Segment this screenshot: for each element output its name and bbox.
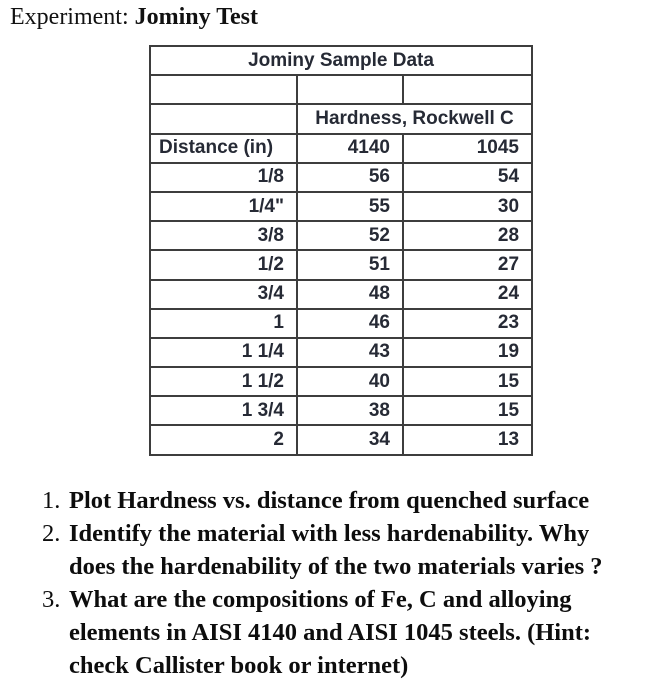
distance-cell: 1/2 [150,250,297,279]
distance-cell: 3/8 [150,221,297,250]
table-spacer-row [150,75,532,104]
hardness-4140-cell: 51 [297,250,403,279]
distance-column-header: Distance (in) [150,134,297,163]
experiment-label: Experiment: [10,4,135,30]
distance-cell: 1 1/2 [150,367,297,396]
distance-cell: 2 [150,425,297,454]
question-text [69,584,664,683]
table-title: Jominy Sample Data [150,46,532,75]
question-number: 1. [42,487,61,514]
question-line: elements in AISI 4140 and AISI 1045 steels. (Hint: [69,618,592,646]
table-row [150,425,532,454]
hardness-1045-cell: 54 [403,163,532,192]
hardness-4140-cell: 48 [297,280,403,309]
hardness-1045-cell: 15 [403,396,532,425]
hardness-4140-cell: 55 [297,192,403,221]
table-group-header-row [150,104,532,133]
distance-cell: 1 1/4 [150,338,297,367]
table-row [150,221,532,250]
hardness-1045-cell: 24 [403,280,532,309]
table-row [150,396,532,425]
steel-1045-column-header: 1045 [403,134,532,163]
hardness-1045-cell: 28 [403,221,532,250]
question-number: 2. [42,519,61,547]
table-column-header-row [150,134,532,163]
question-line: check Callister book or internet) [69,651,409,679]
page-title [10,4,258,31]
distance-cell: 3/4 [150,280,297,309]
distance-cell: 1/4" [150,192,297,221]
empty-cell [150,104,297,133]
hardness-4140-cell: 46 [297,309,403,338]
question-text [69,485,664,518]
hardness-4140-cell: 43 [297,338,403,367]
empty-cell [297,75,403,104]
question-text [69,518,664,584]
empty-cell [150,75,297,104]
table-row [150,250,532,279]
question-line: Identify the material with less hardenability. Why [69,519,590,547]
question-3 [42,584,664,683]
hardness-1045-cell: 19 [403,338,532,367]
distance-cell: 1 3/4 [150,396,297,425]
hardness-4140-cell: 34 [297,425,403,454]
question-line: Plot Hardness vs. distance from quenched surface [69,487,590,514]
steel-4140-column-header: 4140 [297,134,403,163]
question-line: What are the compositions of Fe, C and alloying [69,585,572,613]
table-row [150,192,532,221]
hardness-1045-cell: 23 [403,309,532,338]
experiment-name: Jominy Test [134,4,259,30]
table-row [150,367,532,396]
hardness-4140-cell: 52 [297,221,403,250]
question-2 [42,518,664,584]
table-row [150,280,532,309]
table-row [150,338,532,367]
table-title-row [150,46,532,75]
hardness-4140-cell: 56 [297,163,403,192]
hardness-4140-cell: 38 [297,396,403,425]
hardness-1045-cell: 15 [403,367,532,396]
hardness-1045-cell: 13 [403,425,532,454]
hardness-group-header: Hardness, Rockwell C [297,104,532,133]
hardness-1045-cell: 27 [403,250,532,279]
distance-cell: 1/8 [150,163,297,192]
hardness-4140-cell: 40 [297,367,403,396]
question-number: 3. [42,585,61,613]
question-line: does the hardenability of the two materials varies ? [69,552,603,580]
table-row [150,309,532,338]
table-row [150,163,532,192]
jominy-sample-data-table [149,45,533,456]
hardness-1045-cell: 30 [403,192,532,221]
questions-list [42,485,664,682]
empty-cell [403,75,532,104]
question-1 [42,485,664,518]
distance-cell: 1 [150,309,297,338]
